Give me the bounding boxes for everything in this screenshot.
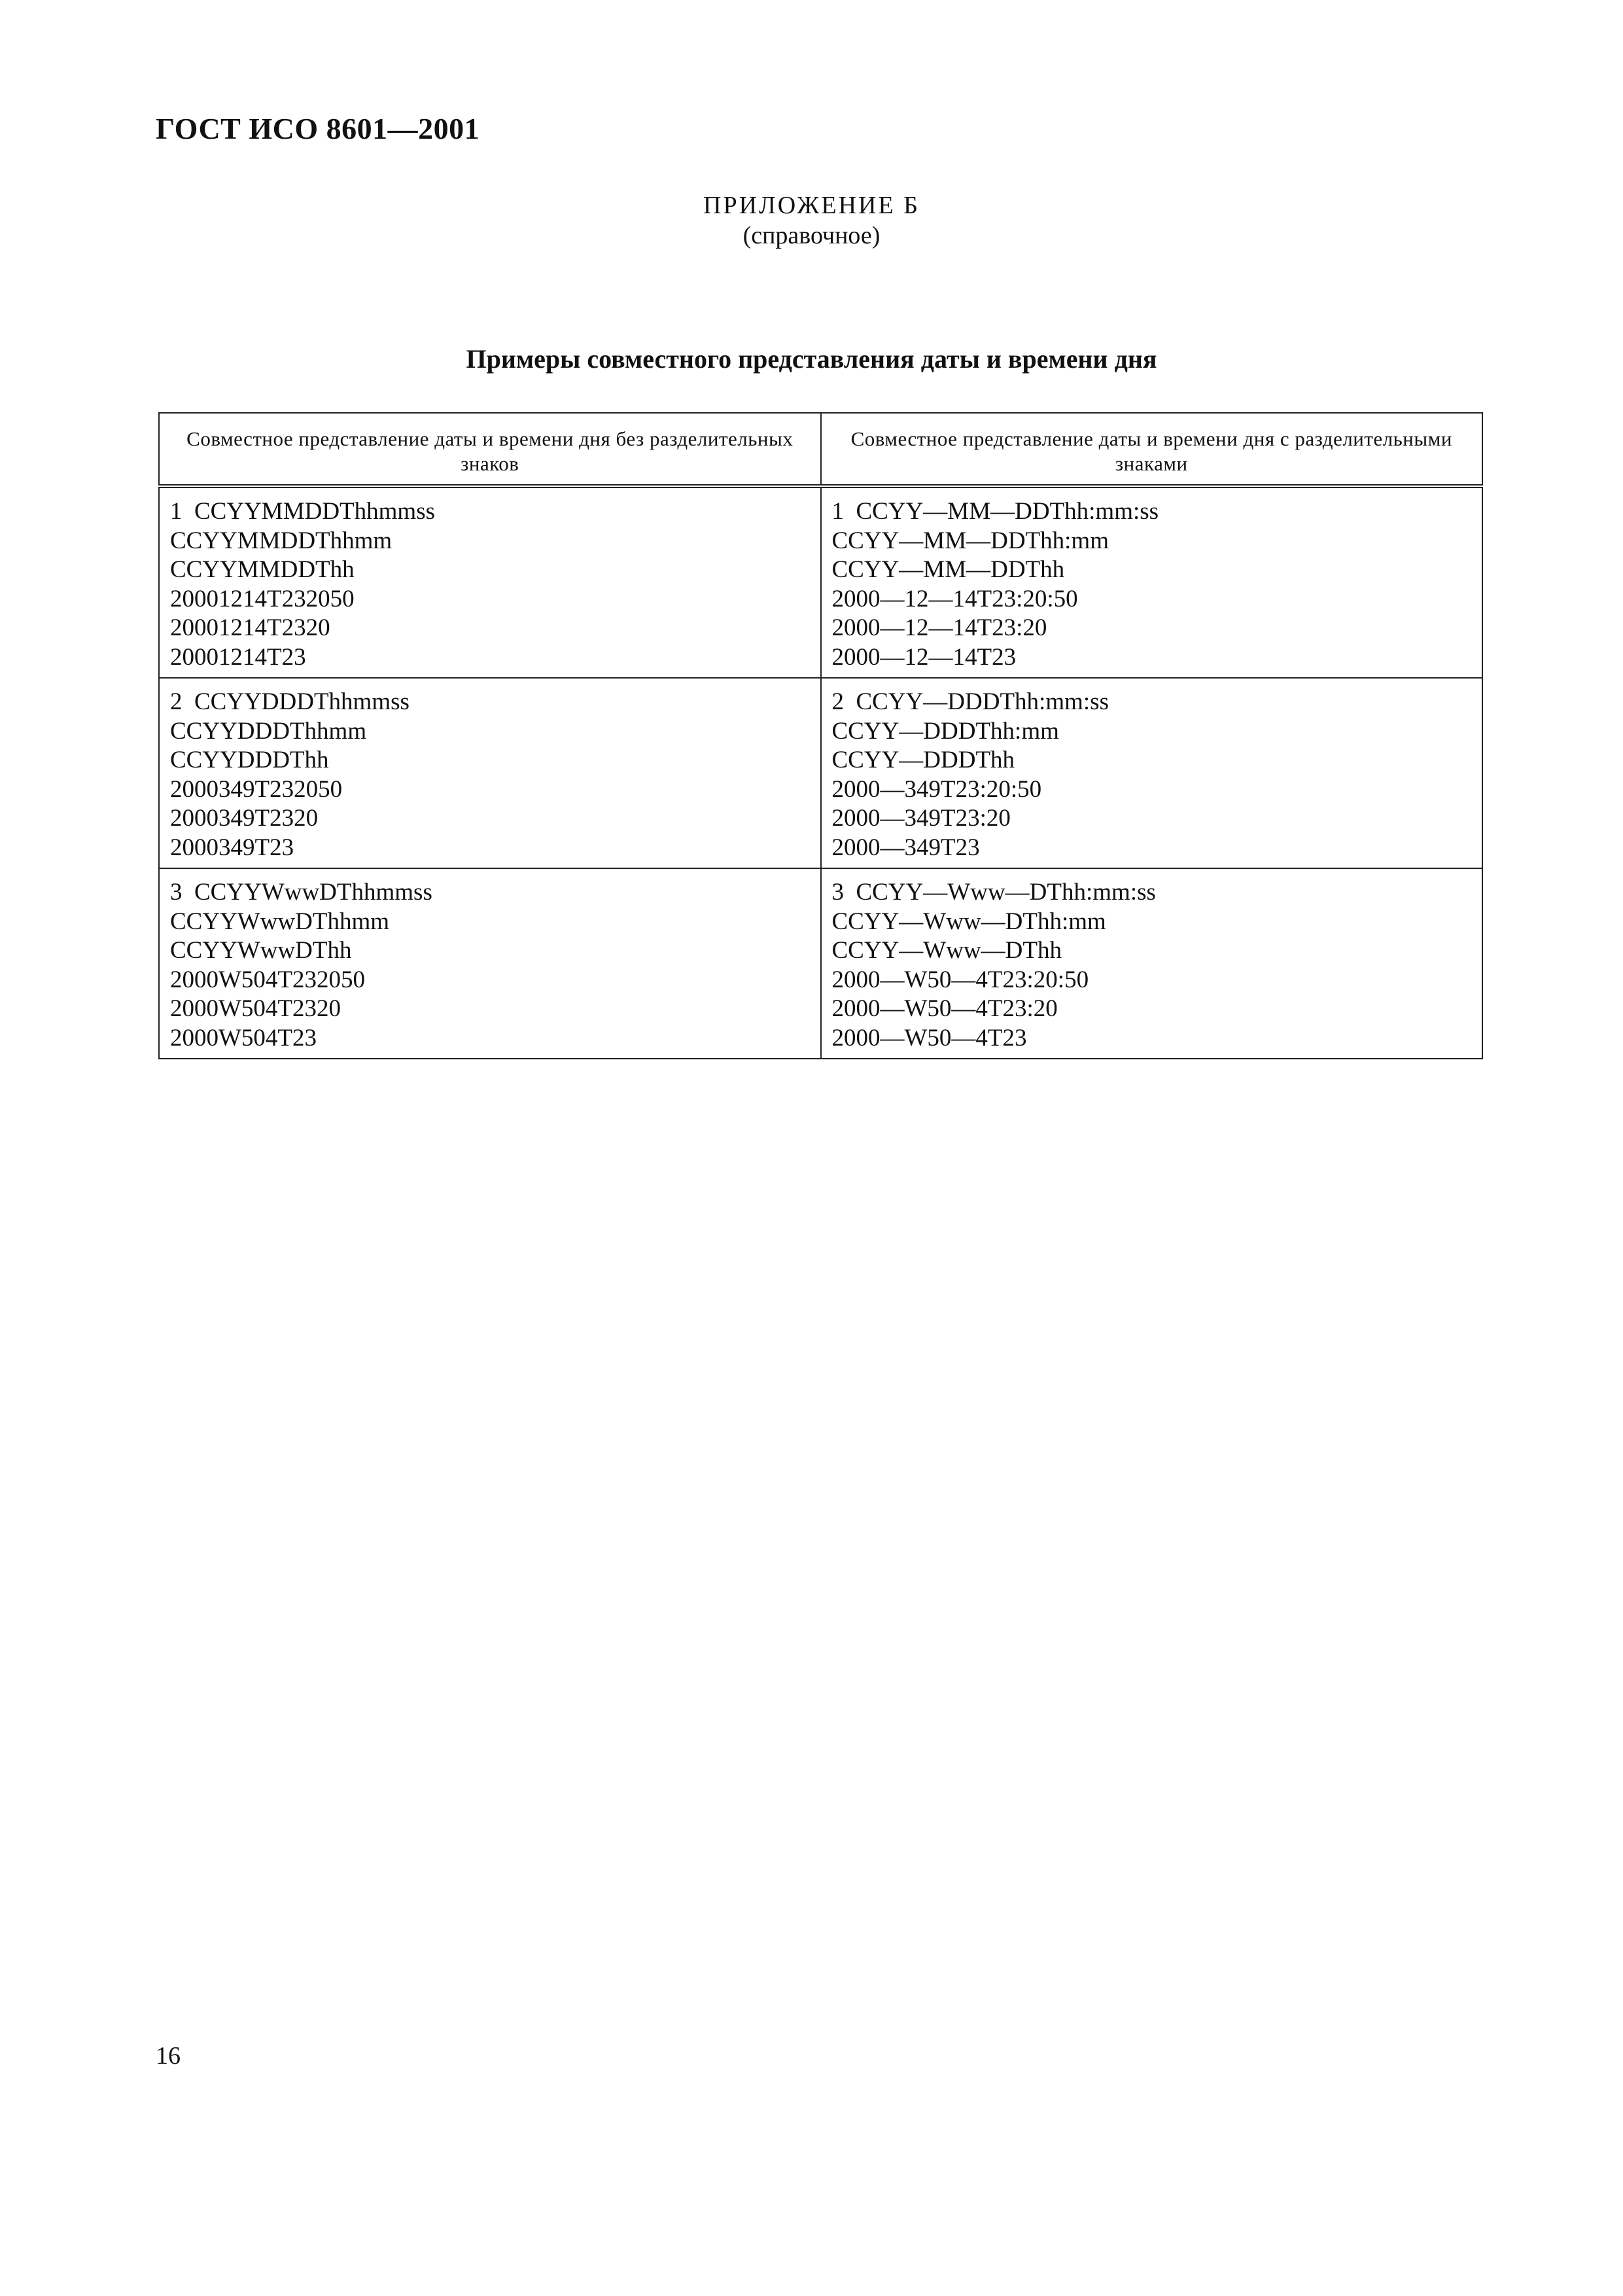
- table-cell-without-separators: [159, 678, 821, 868]
- cell-line: 2000349T23: [170, 834, 294, 861]
- cell-line: 20001214T2320: [170, 614, 330, 641]
- cell-line: CCYYMMDDThhmm: [170, 527, 393, 554]
- appendix-heading: [0, 190, 1623, 250]
- appendix-note: (справочное): [742, 222, 881, 249]
- cell-line: CCYY—DDDThh: [831, 747, 1015, 773]
- cell-line: 2000W504T2320: [170, 995, 341, 1022]
- cell-line: CCYYWwwDThhmm: [170, 908, 390, 935]
- cell-line: 1 CCYYMMDDThhmmss: [170, 498, 435, 525]
- appendix-title: ПРИЛОЖЕНИЕ Б: [703, 192, 920, 219]
- table-cell-with-separators: [821, 868, 1483, 1059]
- cell-line: CCYYDDDThhmm: [170, 717, 367, 745]
- cell-line: 2000W504T23: [170, 1024, 317, 1051]
- table-title: Примеры совместного представления даты и времени дня: [466, 344, 1157, 374]
- cell-line: CCYY—MM—DDThh: [831, 556, 1065, 583]
- document-header: ГОСТ ИСО 8601—2001: [156, 112, 480, 145]
- cell-line: 2000—W50—4T23: [831, 1024, 1027, 1051]
- cell-line: 2000—W50—4T23:20: [831, 995, 1058, 1022]
- cell-line: 2000349T2320: [170, 805, 319, 832]
- cell-line: 20001214T232050: [170, 585, 355, 612]
- table-cell-without-separators: [159, 486, 821, 678]
- examples-table: [158, 412, 1483, 1059]
- cell-line: CCYYDDDThh: [170, 747, 329, 773]
- cell-line: 2000—12—14T23:20: [831, 614, 1047, 641]
- cell-line: 2000349T232050: [170, 775, 343, 803]
- table-cell-with-separators: [821, 678, 1483, 868]
- table-header-row: [159, 413, 1482, 486]
- table-cell-without-separators: [159, 868, 821, 1059]
- cell-line: 3 CCYY—Www—DThh:mm:ss: [831, 879, 1156, 906]
- cell-line: 2000—349T23: [831, 834, 980, 861]
- cell-line: 2000—W50—4T23:20:50: [831, 966, 1089, 993]
- table-row: [159, 868, 1482, 1059]
- cell-line: 2000—349T23:20:50: [831, 775, 1042, 803]
- cell-line: 2 CCYY—DDDThh:mm:ss: [831, 688, 1109, 715]
- table-cell-with-separators: [821, 486, 1483, 678]
- cell-line: 1 CCYY—MM—DDThh:mm:ss: [831, 498, 1159, 525]
- column-header-without-separators: Совместное представление даты и времени дня без разделительных знаков: [159, 413, 821, 486]
- cell-line: CCYY—MM—DDThh:mm: [831, 527, 1109, 554]
- cell-line: 20001214T23: [170, 643, 306, 671]
- table-row: [159, 678, 1482, 868]
- cell-line: CCYYMMDDThh: [170, 556, 355, 583]
- cell-line: 2000—12—14T23:20:50: [831, 585, 1078, 612]
- cell-line: CCYY—Www—DThh:mm: [831, 908, 1106, 935]
- cell-line: 2000W504T232050: [170, 966, 366, 993]
- column-header-with-separators: Совместное представление даты и времени дня с разделительными знаками: [821, 413, 1483, 486]
- cell-line: 3 CCYYWwwDThhmmss: [170, 879, 432, 906]
- page-number: 16: [156, 2042, 181, 2070]
- cell-line: 2000—12—14T23: [831, 643, 1017, 671]
- cell-line: CCYY—DDDThh:mm: [831, 717, 1059, 745]
- table-row: [159, 486, 1482, 678]
- cell-line: CCYYWwwDThh: [170, 937, 352, 964]
- cell-line: CCYY—Www—DThh: [831, 937, 1062, 964]
- cell-line: 2000—349T23:20: [831, 805, 1011, 832]
- cell-line: 2 CCYYDDDThhmmss: [170, 688, 410, 715]
